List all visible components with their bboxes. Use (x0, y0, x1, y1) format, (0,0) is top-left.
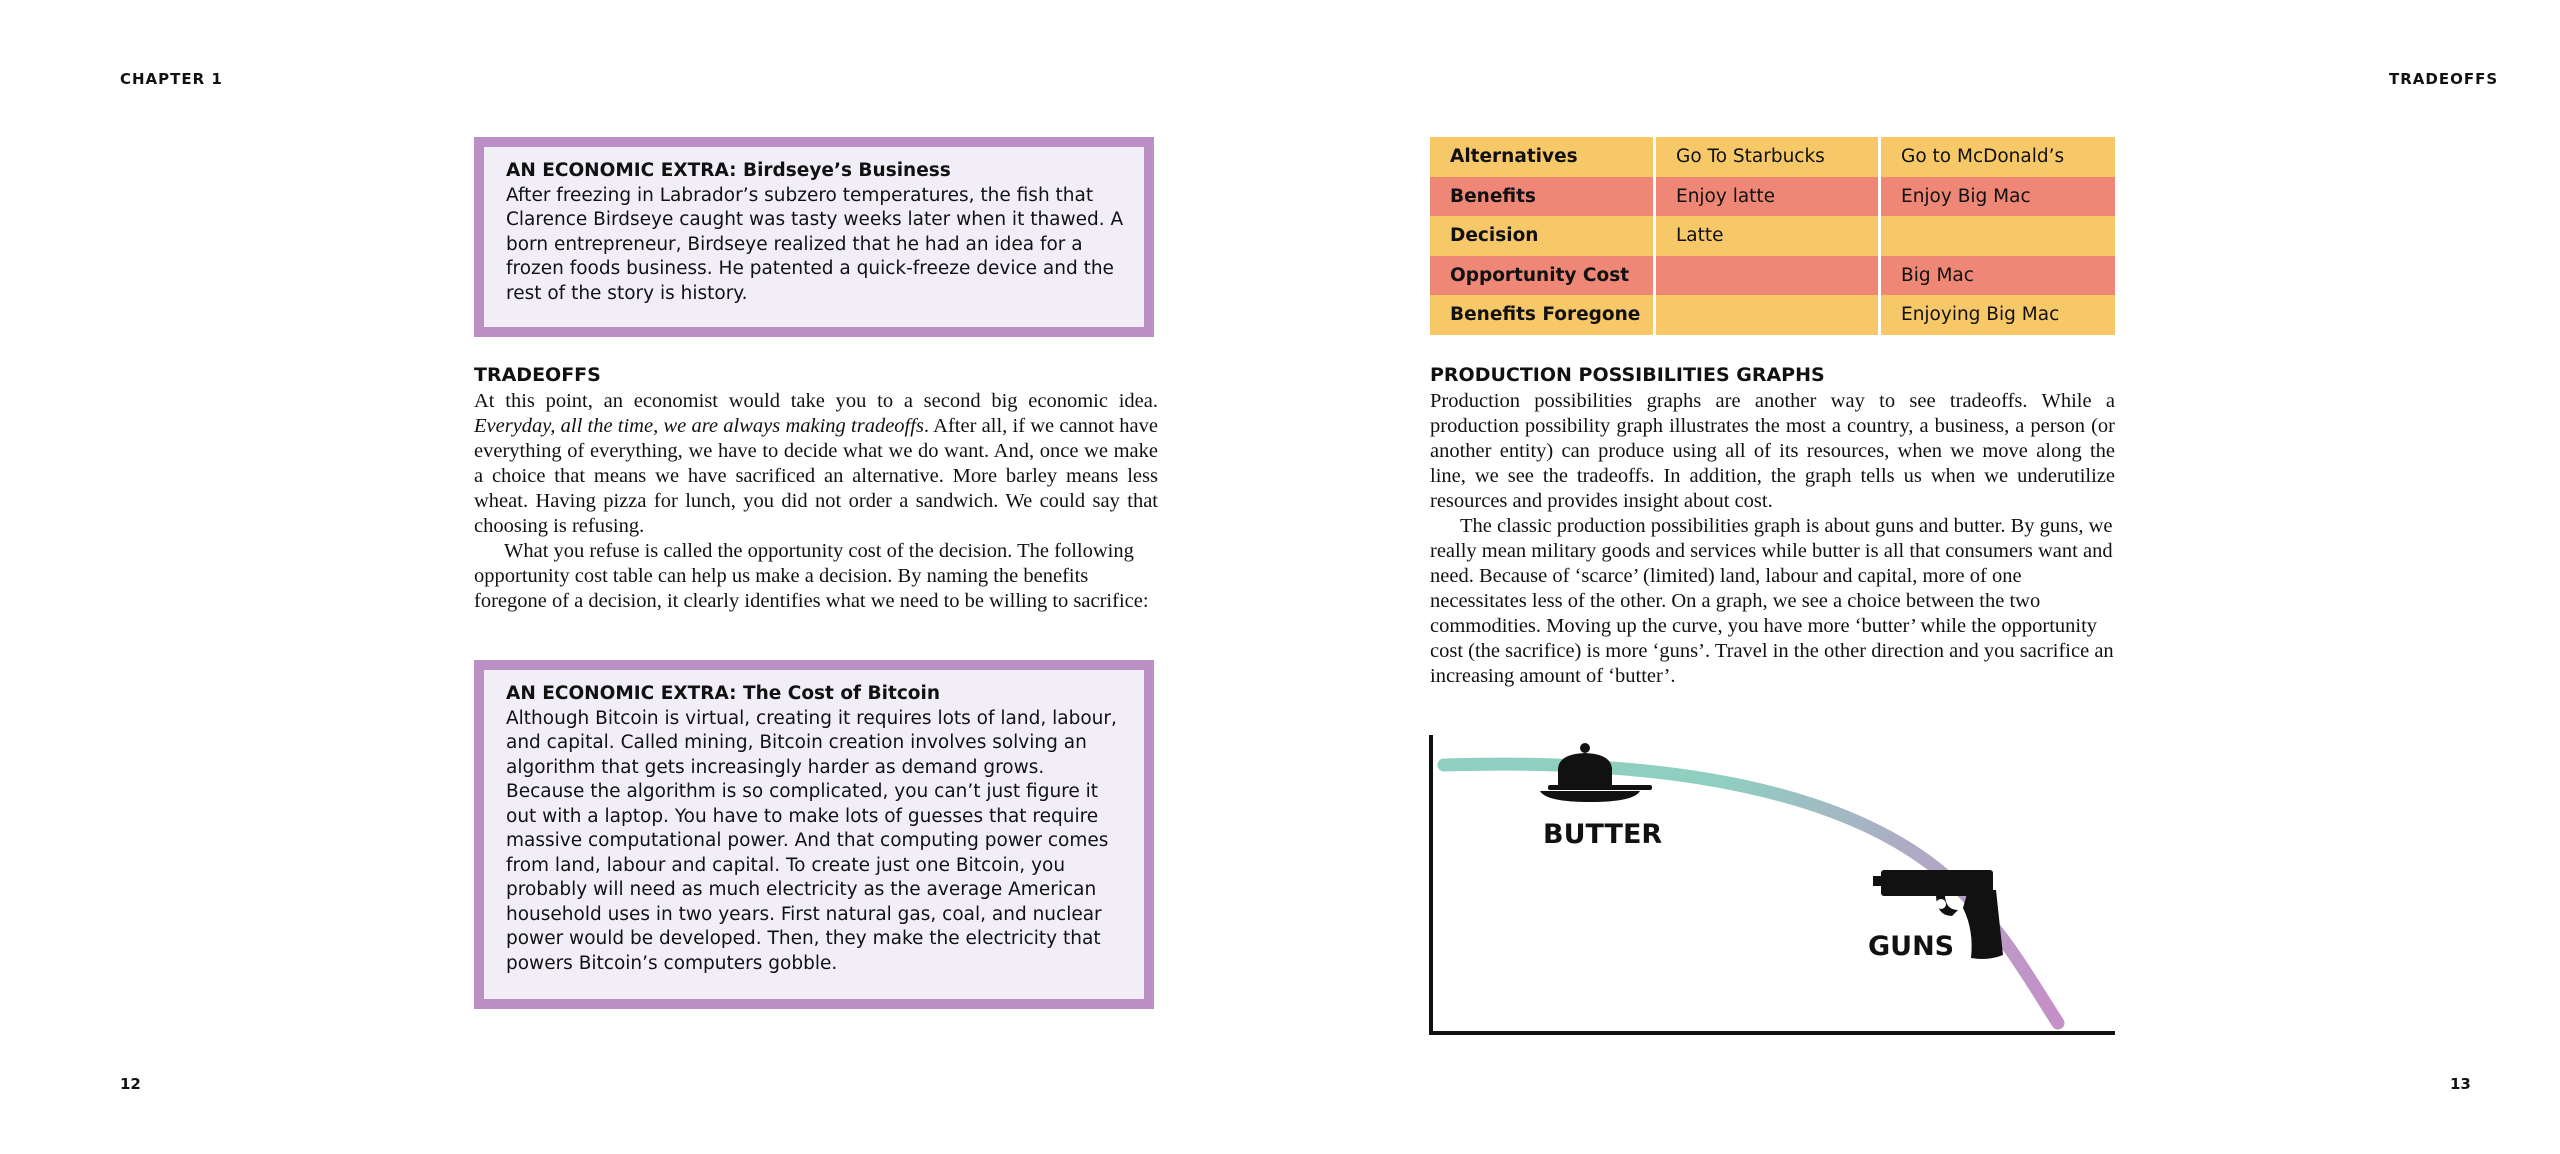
extra-body: After freezing in Labrador’s subzero temperatures, the fish that Clarence Birdseye caught was tasty weeks later when it thawed. A born entrepreneur, Birdseye realized that he had an idea for a frozen foods business. He patented a quick-freeze device and the rest of the story is history. (506, 184, 1124, 304)
table-cell: Big Mac (1901, 264, 1974, 286)
opportunity-cost-table (1430, 137, 2115, 335)
paragraph (474, 389, 1158, 539)
paragraph: The classic production possibilities graph is about guns and butter. By guns, we really mean military goods and services while butter is all that consumers want and need. Because of ‘scarce’ (limited) land, labour and capital, more of one necessitates less of the other. On a graph, we see a choice between the two commodities. Moving up the curve, you have more ‘butter’ while the opportunity cost (the sacrifice) is more ‘guns’. Travel in the other direction and you sacrifice an increasing amount of ‘butter’. (1430, 515, 2114, 687)
paragraph: What you refuse is called the opportunity cost of the decision. The following opportunity cost table can help us make a decision. By naming the benefits foregone of a decision, it clearly identifies what we need to be willing to sacrifice: (474, 540, 1149, 612)
tradeoffs-text (474, 389, 1158, 614)
section-heading-ppg: PRODUCTION POSSIBILITIES GRAPHS (1430, 364, 1825, 386)
table-cell: Enjoy latte (1656, 177, 1881, 217)
row-label: Benefits (1430, 177, 1656, 217)
row-label: Alternatives (1430, 137, 1656, 177)
extra-title: AN ECONOMIC EXTRA: Birdseye’s Business (506, 160, 951, 181)
row-label: Opportunity Cost (1430, 256, 1656, 296)
text-span: . After all, if we cannot have everything of everything, we have to decide what we do want. And, once we make a choice that means we have sacrificed an alternative. More barley means less wheat. Having pizza for lunch, you did not order a sandwich. We could say that choosing is refusing. (474, 415, 1158, 537)
section-heading-tradeoffs: TRADEOFFS (474, 364, 601, 386)
table-cell: Enjoy Big Mac (1901, 185, 2031, 207)
table-row (1430, 137, 2115, 177)
table-cell: Go to McDonald’s (1901, 146, 2065, 167)
row-label: Decision (1430, 216, 1656, 256)
page-number-left: 12 (120, 1075, 141, 1093)
economic-extra-box-bitcoin (474, 660, 1154, 1009)
table-row (1430, 177, 2115, 217)
guns-label: GUNS (1868, 931, 1955, 962)
butter-label: BUTTER (1543, 819, 1663, 850)
table-cell: Enjoying Big Mac (1901, 304, 2060, 325)
table-cell (1881, 216, 2115, 256)
page-number-right: 13 (2450, 1075, 2471, 1093)
text-span: At this point, an economist would take you to a second big economic idea. (474, 390, 1158, 412)
extra-title: AN ECONOMIC EXTRA: The Cost of Bitcoin (506, 683, 941, 704)
production-possibilities-graph (1428, 730, 2118, 1040)
paragraph: Production possibilities graphs are another way to see tradeoffs. While a production possibility graph illustrates the most a country, a business, a person (or another entity) can produce using all of its resources, when we move along the line, we see the tradeoffs. In addition, the graph tells us when we underutilize resources and provides insight about cost. (1430, 390, 2115, 512)
table-cell (1656, 295, 1881, 335)
table-row (1430, 216, 2115, 256)
running-head-section: TRADEOFFS (2389, 70, 2499, 88)
table-cell (1656, 256, 1881, 296)
economic-extra-box-birdseye (474, 137, 1154, 337)
table-cell: Latte (1656, 216, 1881, 256)
table-cell: Go To Starbucks (1656, 137, 1881, 177)
running-head-chapter: CHAPTER 1 (120, 70, 223, 88)
row-label: Benefits Foregone (1430, 295, 1656, 335)
table-row (1430, 295, 2115, 335)
ppg-text (1430, 389, 2115, 689)
extra-body: Although Bitcoin is virtual, creating it requires lots of land, labour, and capital. Called mining, Bitcoin creation involves solving an algorithm that gets increasingly harder as demand grows. Because the algorithm is so complicated, you can’t just figure it out with a laptop. You have to make lots of guesses that require massive computational power. And that computing power comes from land, labour and capital. To create just one Bitcoin, you probably will need as much electricity as the average American household uses in two years. First natural gas, coal, and nuclear power would be developed. Then, they make the electricity that powers Bitcoin’s computers gobble. (506, 707, 1117, 974)
table-row (1430, 256, 2115, 296)
italic-span: Everyday, all the time, we are always making tradeoffs (474, 415, 924, 437)
